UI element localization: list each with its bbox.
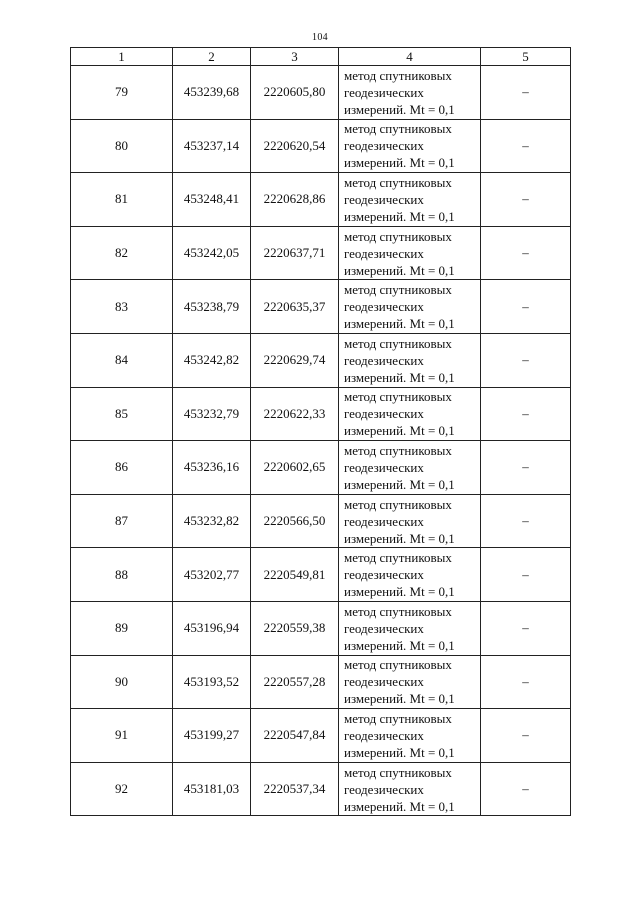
table-row (71, 66, 571, 120)
x-coordinate-cell: 453236,16 (173, 441, 251, 495)
table-row (71, 280, 571, 334)
x-coordinate-cell: 453181,03 (173, 762, 251, 816)
point-number-cell: 87 (71, 494, 173, 548)
note-cell: – (481, 548, 571, 602)
method-cell (339, 280, 481, 334)
column-header-4: 4 (339, 48, 481, 66)
note-cell: – (481, 173, 571, 227)
point-number-cell: 81 (71, 173, 173, 227)
x-coordinate-cell: 453232,82 (173, 494, 251, 548)
x-coordinate-cell: 453248,41 (173, 173, 251, 227)
point-number-cell: 83 (71, 280, 173, 334)
point-number-cell: 88 (71, 548, 173, 602)
method-line: метод спутниковых (344, 496, 452, 512)
y-coordinate-cell: 2220635,37 (251, 280, 339, 334)
column-header-2: 2 (173, 48, 251, 66)
table-header-row (71, 48, 571, 66)
note-cell: – (481, 280, 571, 334)
method-cell (339, 119, 481, 173)
point-number-cell: 79 (71, 66, 173, 120)
page-number: 104 (312, 32, 328, 43)
method-line: метод спутниковых (344, 550, 452, 566)
x-coordinate-cell: 453193,52 (173, 655, 251, 709)
method-line: метод спутниковых (344, 764, 452, 780)
method-line: измерений. Mt = 0,1 (344, 744, 455, 760)
method-line: геодезических (344, 781, 424, 797)
column-header-3: 3 (251, 48, 339, 66)
method-line: метод спутниковых (344, 335, 452, 351)
method-line: измерений. Mt = 0,1 (344, 798, 455, 814)
y-coordinate-cell: 2220566,50 (251, 494, 339, 548)
method-line: геодезических (344, 191, 424, 207)
y-coordinate-cell: 2220629,74 (251, 333, 339, 387)
x-coordinate-cell: 453196,94 (173, 601, 251, 655)
method-line: геодезических (344, 513, 424, 529)
x-coordinate-cell: 453239,68 (173, 66, 251, 120)
note-cell: – (481, 226, 571, 280)
method-line: метод спутниковых (344, 657, 452, 673)
note-cell: – (481, 655, 571, 709)
note-cell: – (481, 709, 571, 763)
method-line: измерений. Mt = 0,1 (344, 208, 455, 224)
table-row (71, 119, 571, 173)
y-coordinate-cell: 2220547,84 (251, 709, 339, 763)
method-line: измерений. Mt = 0,1 (344, 637, 455, 653)
method-line: геодезических (344, 567, 424, 583)
method-line: измерений. Mt = 0,1 (344, 584, 455, 600)
x-coordinate-cell: 453242,05 (173, 226, 251, 280)
x-coordinate-cell: 453238,79 (173, 280, 251, 334)
x-coordinate-cell: 453232,79 (173, 387, 251, 441)
table-body (71, 66, 571, 816)
method-cell (339, 173, 481, 227)
y-coordinate-cell: 2220557,28 (251, 655, 339, 709)
point-number-cell: 80 (71, 119, 173, 173)
method-cell (339, 66, 481, 120)
method-cell (339, 548, 481, 602)
method-line: геодезических (344, 727, 424, 743)
method-line: геодезических (344, 245, 424, 261)
table-row (71, 709, 571, 763)
y-coordinate-cell: 2220559,38 (251, 601, 339, 655)
coordinates-table (70, 47, 571, 816)
point-number-cell: 82 (71, 226, 173, 280)
y-coordinate-cell: 2220628,86 (251, 173, 339, 227)
method-line: метод спутниковых (344, 121, 452, 137)
method-cell (339, 226, 481, 280)
table-row (71, 226, 571, 280)
note-cell: – (481, 333, 571, 387)
note-cell: – (481, 387, 571, 441)
method-line: геодезических (344, 299, 424, 315)
method-line: геодезических (344, 620, 424, 636)
method-line: геодезических (344, 84, 424, 100)
table-row (71, 601, 571, 655)
note-cell: – (481, 441, 571, 495)
method-line: измерений. Mt = 0,1 (344, 155, 455, 171)
x-coordinate-cell: 453237,14 (173, 119, 251, 173)
method-line: измерений. Mt = 0,1 (344, 316, 455, 332)
x-coordinate-cell: 453199,27 (173, 709, 251, 763)
method-line: метод спутниковых (344, 174, 452, 190)
column-header-1: 1 (71, 48, 173, 66)
table-row (71, 387, 571, 441)
method-cell (339, 387, 481, 441)
note-cell: – (481, 601, 571, 655)
table-row (71, 762, 571, 816)
method-cell (339, 655, 481, 709)
method-cell (339, 441, 481, 495)
note-cell: – (481, 494, 571, 548)
table-row (71, 655, 571, 709)
point-number-cell: 86 (71, 441, 173, 495)
table-row (71, 441, 571, 495)
note-cell: – (481, 66, 571, 120)
y-coordinate-cell: 2220637,71 (251, 226, 339, 280)
method-line: измерений. Mt = 0,1 (344, 101, 455, 117)
method-line: измерений. Mt = 0,1 (344, 262, 455, 278)
x-coordinate-cell: 453202,77 (173, 548, 251, 602)
method-line: геодезических (344, 352, 424, 368)
method-cell (339, 601, 481, 655)
y-coordinate-cell: 2220602,65 (251, 441, 339, 495)
x-coordinate-cell: 453242,82 (173, 333, 251, 387)
method-line: геодезических (344, 459, 424, 475)
method-cell (339, 709, 481, 763)
method-cell (339, 333, 481, 387)
method-line: измерений. Mt = 0,1 (344, 423, 455, 439)
method-line: измерений. Mt = 0,1 (344, 369, 455, 385)
table-row (71, 494, 571, 548)
point-number-cell: 85 (71, 387, 173, 441)
y-coordinate-cell: 2220622,33 (251, 387, 339, 441)
table-row (71, 548, 571, 602)
note-cell: – (481, 762, 571, 816)
point-number-cell: 92 (71, 762, 173, 816)
method-line: геодезических (344, 406, 424, 422)
y-coordinate-cell: 2220620,54 (251, 119, 339, 173)
method-cell (339, 762, 481, 816)
method-line: метод спутниковых (344, 603, 452, 619)
method-line: метод спутниковых (344, 442, 452, 458)
method-cell (339, 494, 481, 548)
method-line: метод спутниковых (344, 228, 452, 244)
y-coordinate-cell: 2220605,80 (251, 66, 339, 120)
point-number-cell: 89 (71, 601, 173, 655)
column-header-5: 5 (481, 48, 571, 66)
note-cell: – (481, 119, 571, 173)
table-row (71, 333, 571, 387)
method-line: метод спутниковых (344, 67, 452, 83)
method-line: измерений. Mt = 0,1 (344, 530, 455, 546)
method-line: метод спутниковых (344, 710, 452, 726)
point-number-cell: 90 (71, 655, 173, 709)
method-line: геодезических (344, 674, 424, 690)
y-coordinate-cell: 2220549,81 (251, 548, 339, 602)
method-line: измерений. Mt = 0,1 (344, 691, 455, 707)
method-line: измерений. Mt = 0,1 (344, 476, 455, 492)
point-number-cell: 91 (71, 709, 173, 763)
method-line: метод спутниковых (344, 282, 452, 298)
method-line: геодезических (344, 138, 424, 154)
point-number-cell: 84 (71, 333, 173, 387)
y-coordinate-cell: 2220537,34 (251, 762, 339, 816)
method-line: метод спутниковых (344, 389, 452, 405)
table-row (71, 173, 571, 227)
